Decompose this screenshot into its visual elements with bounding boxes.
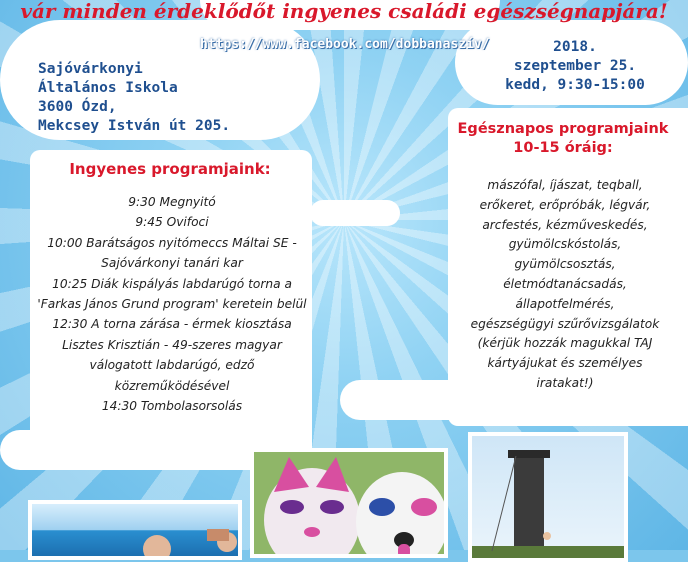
painted-faces-icon xyxy=(254,452,448,558)
allday-title-line: 10-15 óráig: xyxy=(513,140,613,156)
venue-address xyxy=(38,60,288,136)
allday-item: egészségügyi szűrővizsgálatok xyxy=(470,316,660,331)
allday-item: mászófal, íjászat, teqball, xyxy=(487,178,643,192)
program-item: Sajóvárkonyi tanári kar xyxy=(101,256,243,271)
date-line: kedd, 9:30-15:00 xyxy=(505,77,645,93)
allday-title-line: Egésznapos programjaink xyxy=(457,121,669,137)
allday-programs-list xyxy=(452,176,678,394)
date-line: 2018. xyxy=(553,39,597,55)
allday-item: arcfestés, kézművesked́és, xyxy=(482,217,648,232)
climbing-tower-icon xyxy=(472,436,628,562)
address-line: Általános Iskola xyxy=(38,80,178,96)
allday-item: (kérjük hozzák magukkal TAJ xyxy=(477,336,653,351)
program-item: közreműködésével xyxy=(114,378,230,393)
facebook-link[interactable]: https://www.facebook.com/dobbanaszív/ xyxy=(200,37,490,52)
program-item: 'Farkas János Grund program' keretein belül xyxy=(37,297,307,312)
allday-item: iratakat!) xyxy=(536,375,594,390)
allday-item: állapotfelmérés, xyxy=(515,296,615,311)
player-silhouette-icon xyxy=(32,504,242,560)
allday-item: gyümölcsosztás, xyxy=(514,257,616,272)
free-programs-list xyxy=(32,192,312,416)
date-line: szeptember 25. xyxy=(513,58,637,74)
climbing-wall-photo xyxy=(468,432,628,562)
allday-programs-title xyxy=(448,120,678,158)
program-item: válogatott labdarúgó, edző xyxy=(89,358,255,373)
address-line: Sajóvárkonyi xyxy=(38,61,143,77)
program-item: 9:45 Ovifoci xyxy=(135,215,209,230)
program-item: 10:25 Diák kispályás labdarúgó torna a xyxy=(52,276,292,291)
cloud xyxy=(310,200,400,226)
allday-item: életmódtanácsadás, xyxy=(503,276,627,291)
address-line: Mekcsey István út 205. xyxy=(38,118,231,134)
allday-item: erőkeret, erőpróbák, légvár, xyxy=(479,197,651,212)
football-photo xyxy=(28,500,242,560)
headline: vár minden érdeklődőt ingyenes családi egészségnapjára! xyxy=(20,0,668,23)
program-item: 10:00 Barátságos nyitómeccs Máltai SE - xyxy=(47,235,297,250)
address-line: 3600 Ózd, xyxy=(38,99,117,115)
program-item: 12:30 A torna zárása - érmek kiosztása xyxy=(52,317,292,332)
face-painting-photo xyxy=(250,448,448,558)
program-item: 9:30 Megnyitó xyxy=(128,195,216,209)
program-item: 14:30 Tombolasorsolás xyxy=(101,399,243,414)
allday-item: gyümölcskóstolás, xyxy=(508,237,622,252)
event-date xyxy=(470,38,680,95)
allday-item: kártyájukat és személyes xyxy=(487,356,643,371)
program-item: Lisztes Krisztián - 49-szeres magyar xyxy=(62,337,282,352)
free-programs-title: Ingyenes programjaink: xyxy=(69,160,271,178)
